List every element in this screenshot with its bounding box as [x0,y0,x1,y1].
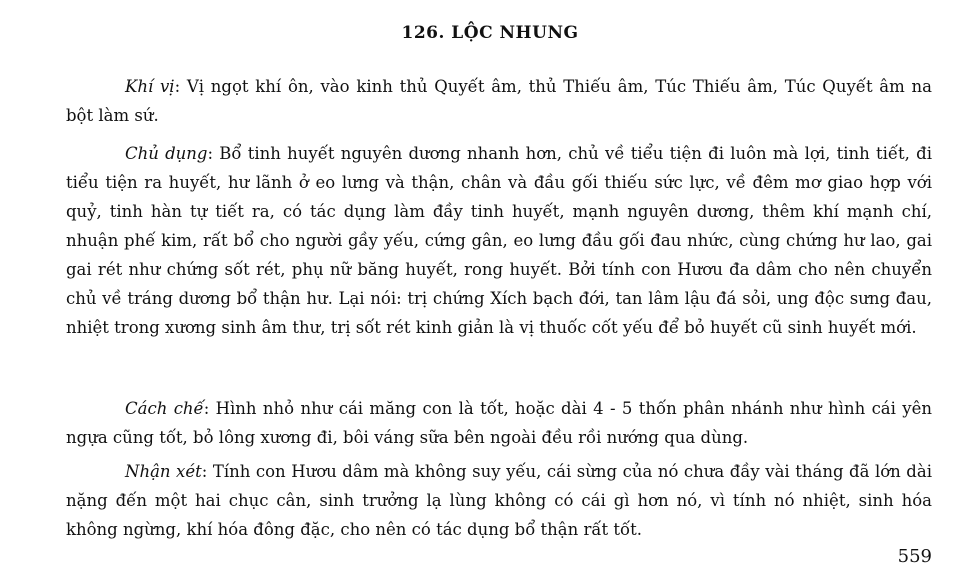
paragraph-text: : Bổ tinh huyết nguyên dương nhanh hơn, chủ về tiểu tiện đi luôn mà lợi, tinh tiết, đi tiểu tiện ra huyết, hư lãnh ở eo lưng và thận, chân và đầu gối thiếu sức lực, về đêm mơ giao hợp với quỷ, tinh hàn tự tiết ra, có tác dụng làm đầy tinh huyết, mạnh nguyên dương, thêm khí mạnh chí, nhuận phế kim, rất bổ cho người gầy yếu, cứng gân, eo lưng đầu gối đau nhức, cùng chứng hư lao, gai gai rét như chứng sốt rét, phụ nữ băng huyết, rong huyết. Bởi tính con Hươu đa dâm cho nên chuyển chủ về tráng dương bổ thận hư. Lại nói: trị chứng Xích bạch đới, tan lâm lậu đá sỏi, ung độc sưng đau, nhiệt trong xương sinh âm thư, trị sốt rét kinh giản là vị thuốc cốt yếu để bỏ huyết cũ sinh huyết mới. [66,144,932,337]
paragraph-nhan-xet [66,457,932,544]
paragraph-lead: Cách chế [125,399,204,418]
paragraph-chu-dung [66,139,932,342]
paragraph-text: : Hình nhỏ như cái măng con là tốt, hoặc dài 4 - 5 thốn phân nhánh như hình cái yên ngựa cũng tốt, bỏ lông xương đi, bôi váng sữa bên ngoài đều rồi nướng qua dùng. [66,399,932,447]
paragraph-lead: Nhận xét [125,462,202,481]
paragraph-lead: Chủ dụng [125,144,208,163]
paragraph-lead: Khí vị [125,77,175,96]
paragraph-khi-vi [66,72,932,130]
paragraph-text: : Tính con Hươu dâm mà không suy yếu, cái sừng của nó chưa đầy vài tháng đã lớn dài nặng đến một hai chục cân, sinh trưởng lạ lùng không có cái gì hơn nó, vì tính nó nhiệt, sinh hóa không ngừng, khí hóa đông đặc, cho nên có tác dụng bổ thận rất tốt. [66,462,932,539]
section-title: 126. LỘC NHUNG [401,23,579,43]
page-number: 559 [897,546,932,567]
paragraph-text: : Vị ngọt khí ôn, vào kinh thủ Quyết âm, thủ Thiếu âm, Túc Thiếu âm, Túc Quyết âm na bột làm sứ. [66,77,932,125]
paragraph-cach-che [66,394,932,452]
